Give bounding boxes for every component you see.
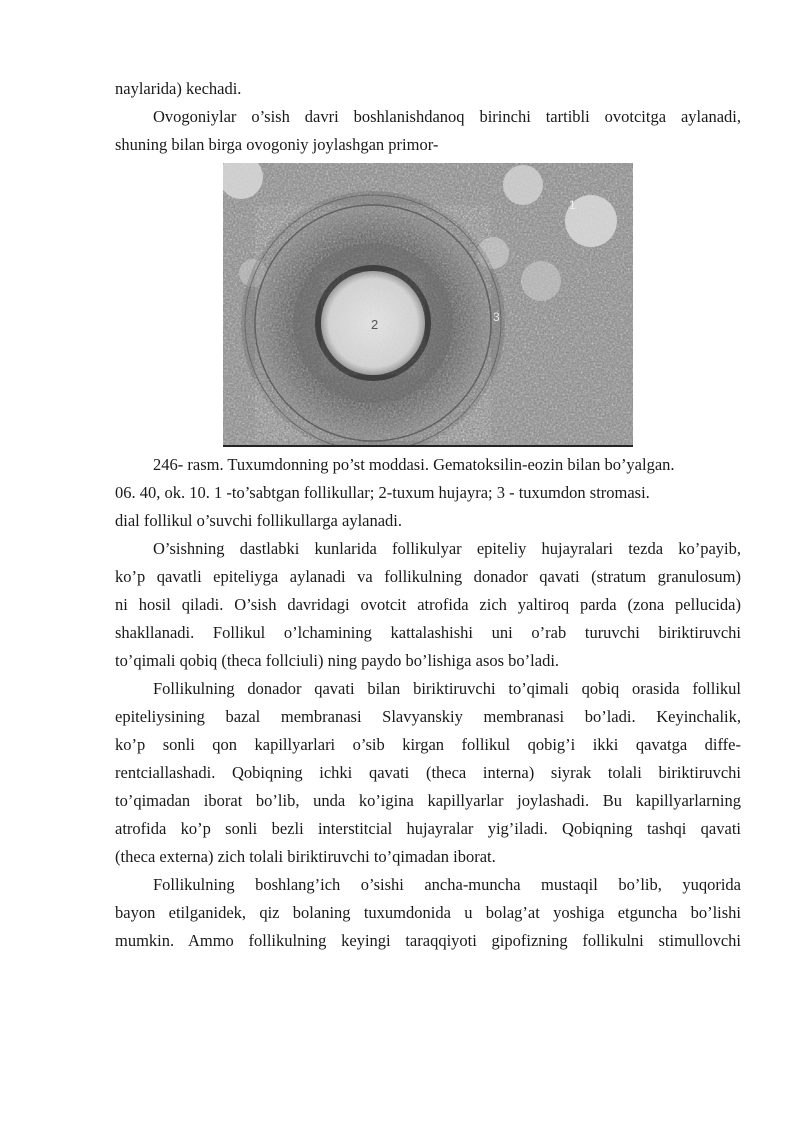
text-line: shuning bilan birga ovogoniy joylashgan primor- <box>115 135 439 154</box>
text-line: bayon etilganidek, qiz bolaning tuxumdonida u bolag’at yoshiga etguncha bo’lishi <box>115 903 741 922</box>
text-line: ko’p sonli qon kapillyarlari o’sib kirgan follikul qobig’i ikki qavatga diffe- <box>115 735 741 754</box>
text-line: to’qimali qobiq (theca follciuli) ning paydo bo’lishiga asos bo’ladi. <box>115 651 560 670</box>
text-line: ko’p qavatli epiteliyga aylanadi va follikulning donador qavati (stratum granulosum) <box>115 567 741 586</box>
text-line: Ovogoniylar o’sish davri boshlanishdanoq birinchi tartibli ovotcitga aylanadi, <box>153 107 741 126</box>
paragraph-3 <box>115 871 741 955</box>
text-line: epiteliysining bazal membranasi Slavyanskiy membranasi bo’ladi. Keyinchalik, <box>115 707 741 726</box>
text-line: ni hosil qiladi. O’sish davridagi ovotcit atrofida zich yaltiroq parda (zona pellucida) <box>115 595 741 614</box>
micrograph-image <box>223 163 633 445</box>
text-line: (theca externa) zich tolali biriktiruvchi to’qimadan iborat. <box>115 847 496 866</box>
document-page <box>115 75 741 955</box>
text-line: naylarida) kechadi. <box>115 79 242 98</box>
figure-label-1: 1 <box>569 198 576 212</box>
text-line: atrofida ko’p sonli bezli interstitcial hujayralar yig’iladi. Qobiqning tashqi qavati <box>115 819 741 838</box>
text-line: mumkin. Ammo follikulning keyingi taraqqiyoti gipofizning follikulni stimullovchi <box>115 931 741 950</box>
text-line: to’qimadan iborat bo’lib, unda ko’igina kapillyarlar joylashadi. Bu kapillyarlarning <box>115 791 741 810</box>
text-line: O’sishning dastlabki kunlarida follikulyar epiteliy hujayralari tezda ko’payib, <box>153 539 741 558</box>
text-line: dial follikul o’suvchi follikullarga aylanadi. <box>115 511 403 530</box>
text-line: Follikulning donador qavati bilan biriktiruvchi to’qimali qobiq orasida follikul <box>153 679 741 698</box>
text-line: shakllanadi. Follikul o’lchamining kattalashishi uni o’rab turuvchi biriktiruvchi <box>115 623 741 642</box>
figure-caption-line: 06. 40, ok. 10. 1 -to’sabtgan follikullar; 2-tuxum hujayra; 3 - tuxumdon stromasi. <box>115 483 650 502</box>
figure-label-3: 3 <box>493 310 500 324</box>
paragraph-2 <box>115 675 741 871</box>
text-line: rentciallashadi. Qobiqning ichki qavati (theca interna) siyrak tolali biriktiruvchi <box>115 763 741 782</box>
figure-caption-line: 246- rasm. Tuxumdonning po’st moddasi. Gematoksilin-eozin bilan bo’yalgan. <box>153 455 675 474</box>
figure-label-2: 2 <box>371 317 379 332</box>
histology-micrograph <box>223 163 633 447</box>
paragraph-1 <box>115 535 741 675</box>
text-line: Follikulning boshlang’ich o’sishi ancha-muncha mustaqil bo’lib, yuqorida <box>153 875 741 894</box>
